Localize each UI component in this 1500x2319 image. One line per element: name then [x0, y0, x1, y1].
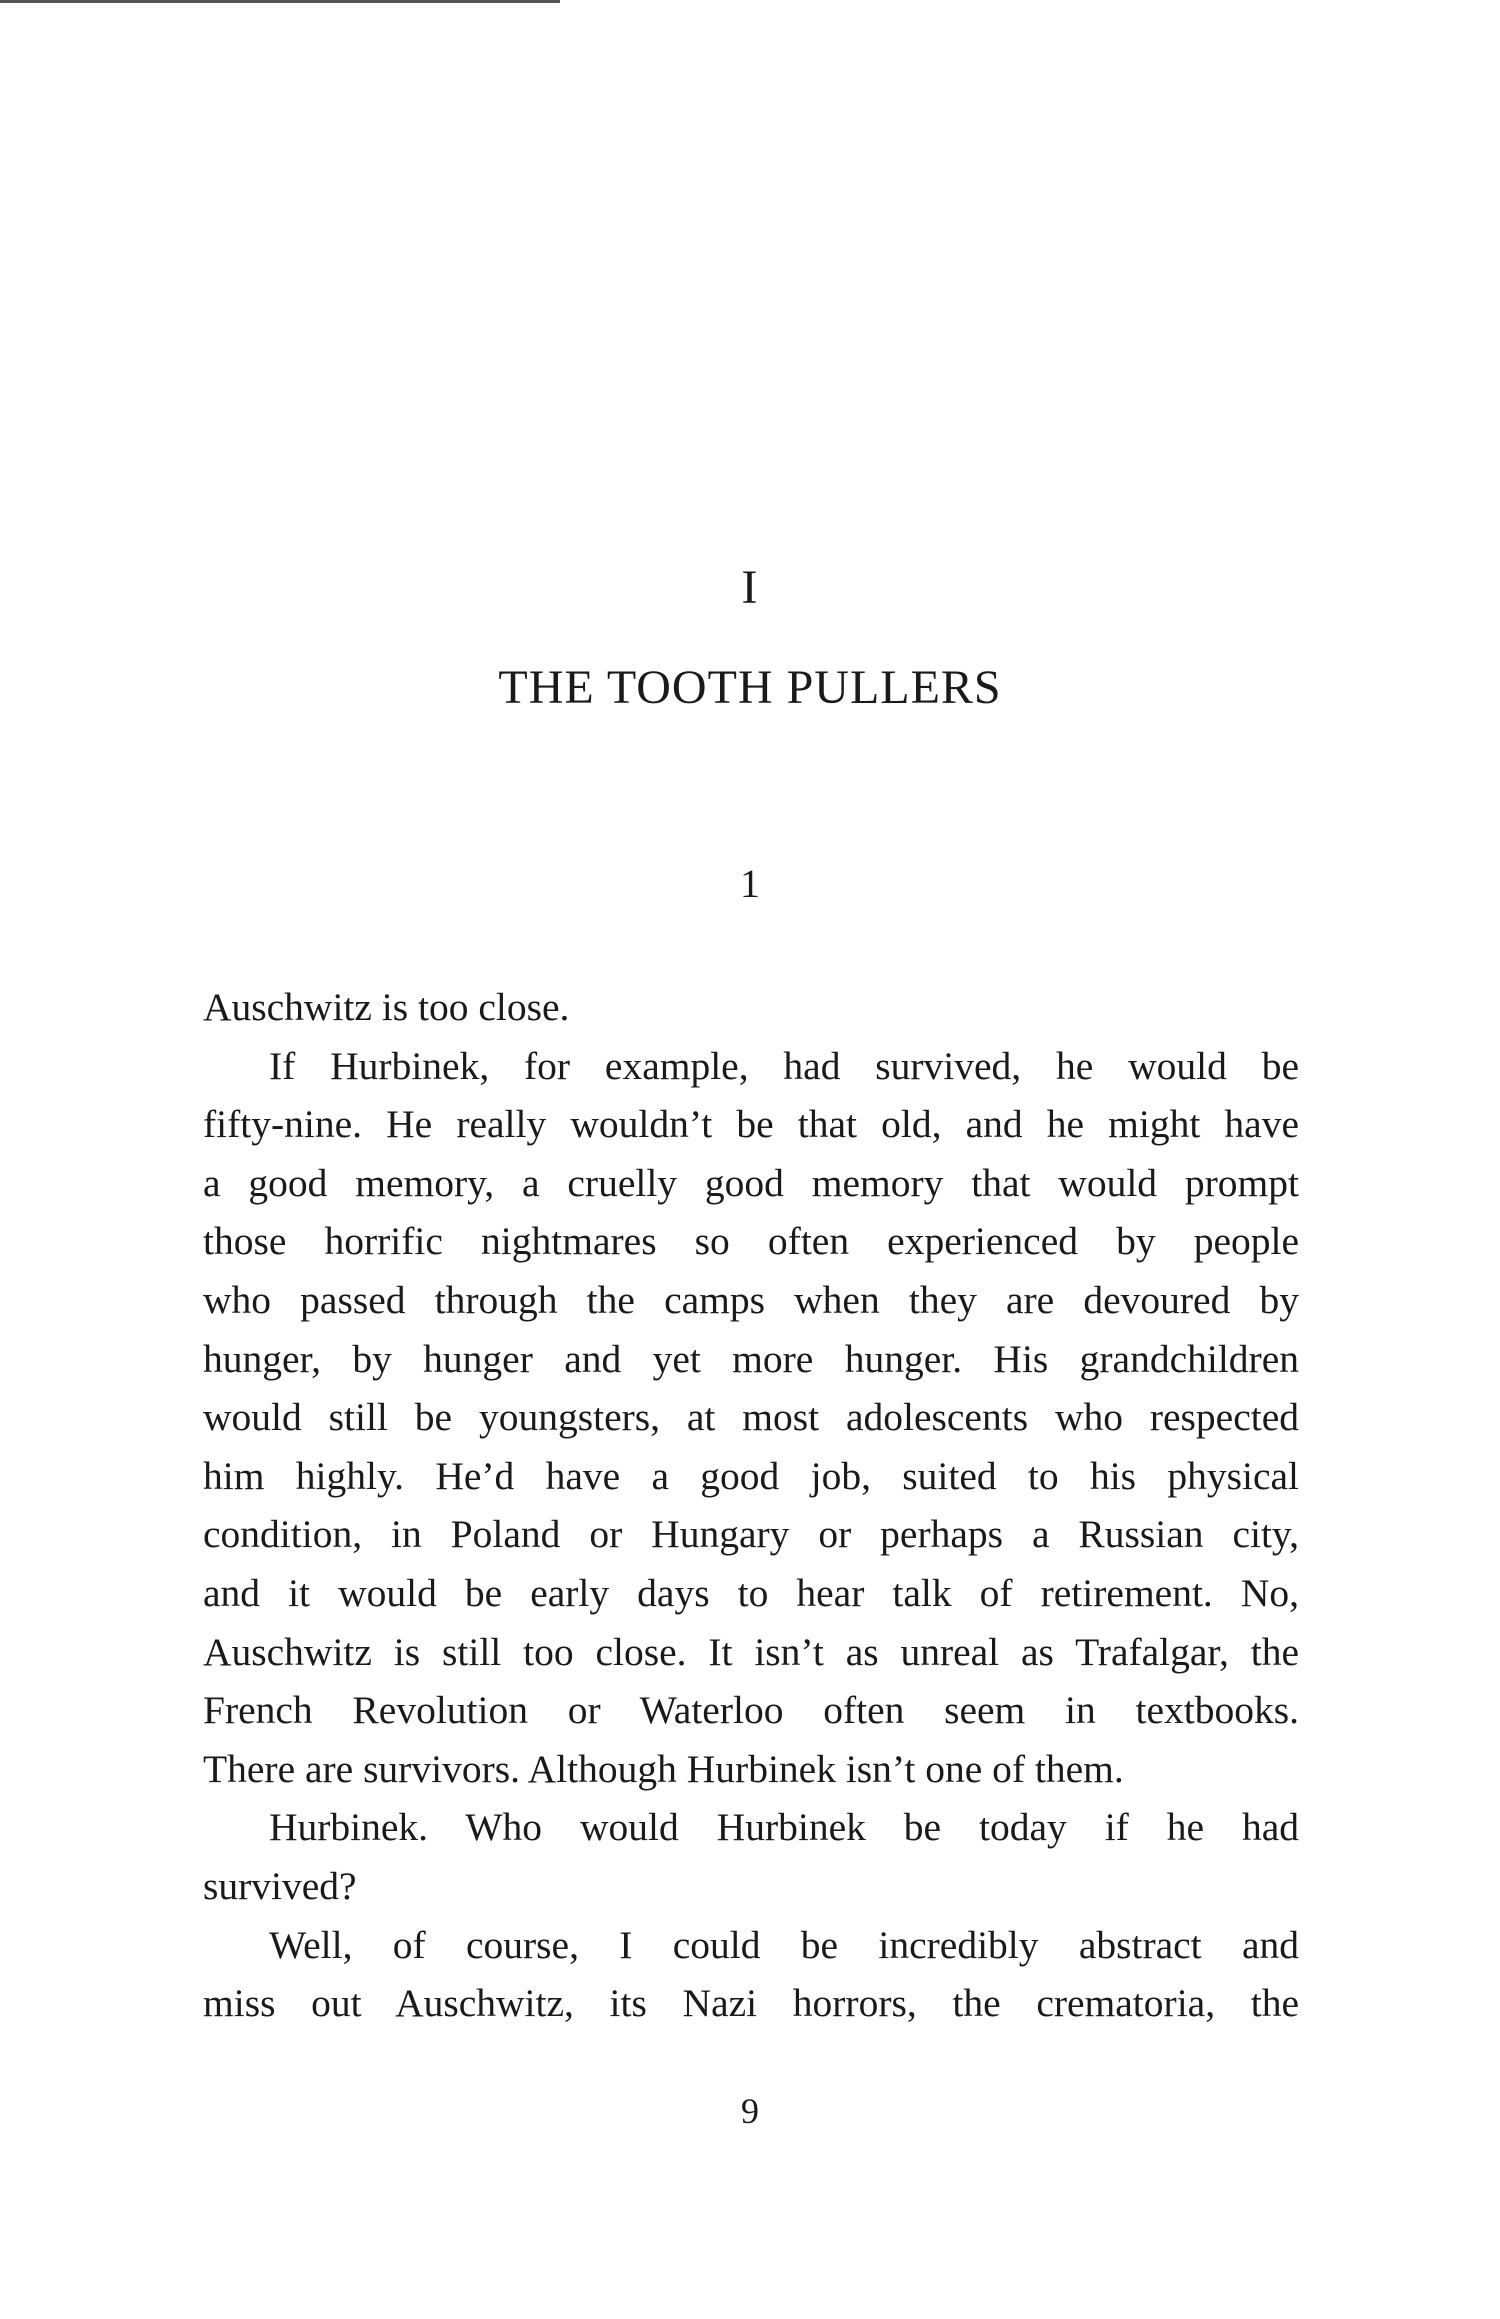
text-line: hunger, by hunger and yet more hunger. His grandchildren	[203, 1336, 1299, 1381]
text-line: Hurbinek. Who would Hurbinek be today if he had	[269, 1805, 1299, 1850]
text-line: Auschwitz is too close.	[203, 985, 570, 1029]
part-numeral: I	[741, 561, 759, 614]
text-line: Auschwitz is still too close. It isn’t as unreal as Trafalgar, the	[203, 1629, 1299, 1674]
text-line: There are survivors. Although Hurbinek isn’t one of them.	[203, 1746, 1124, 1791]
text-line: If Hurbinek, for example, had survived, he would be	[269, 1043, 1299, 1088]
part-title: THE TOOTH PULLERS	[498, 661, 1002, 714]
text-line: him highly. He’d have a good job, suited to his physical	[203, 1453, 1299, 1498]
text-line: miss out Auschwitz, its Nazi horrors, the crematoria, the	[203, 1981, 1299, 2026]
scan-edge	[0, 0, 560, 3]
text-line: Well, of course, I could be incredibly abstract and	[269, 1922, 1299, 1967]
text-line: condition, in Poland or Hungary or perhaps a Russian city,	[203, 1512, 1299, 1557]
text-line: those horrific nightmares so often experienced by people	[203, 1219, 1299, 1264]
text-line: fifty-nine. He really wouldn’t be that old, and he might have	[203, 1102, 1299, 1147]
page-number: 9	[741, 2091, 759, 2131]
text-line: survived?	[203, 1863, 357, 1908]
body-text	[203, 978, 1299, 2033]
text-line: and it would be early days to hear talk of retirement. No,	[203, 1570, 1299, 1615]
text-line: French Revolution or Waterloo often seem in textbooks.	[203, 1688, 1299, 1733]
section-number: 1	[740, 861, 760, 906]
text-line: would still be youngsters, at most adolescents who respected	[203, 1395, 1299, 1440]
text-line: who passed through the camps when they are devoured by	[203, 1277, 1299, 1322]
text-line: a good memory, a cruelly good memory that would prompt	[203, 1160, 1299, 1205]
